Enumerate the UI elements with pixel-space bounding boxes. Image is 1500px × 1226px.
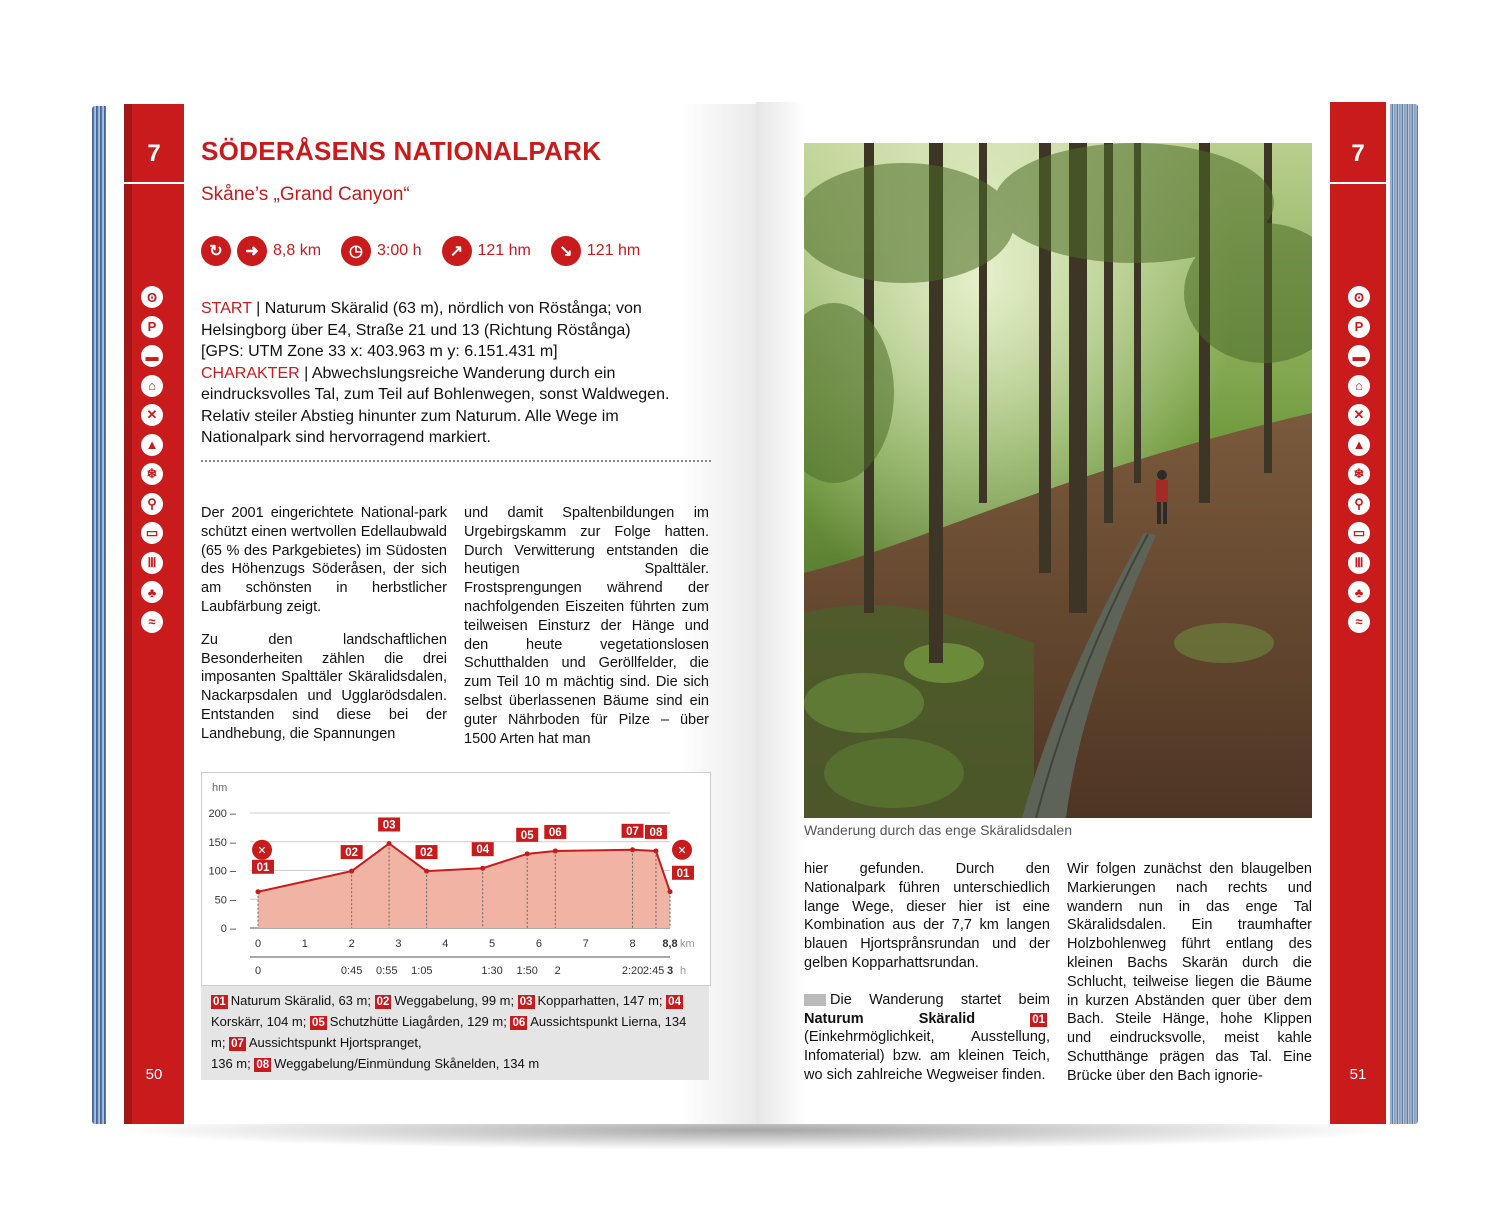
time-tick-label: 2 bbox=[554, 965, 561, 977]
waypoint-dot bbox=[256, 889, 261, 894]
y-tick-label: 0 – bbox=[220, 923, 236, 935]
paragraph: hier gefunden. Durch den Nationalpark führen unterschiedlich lange Wege, dieser hier ist eine Kombination aus der 7,7 km langen blauen Hjortsprånsrundan und der gelben Kopparhattsrundan. bbox=[804, 861, 1050, 971]
left-icon-column bbox=[141, 286, 167, 640]
waypoint-tag: 08 bbox=[256, 1059, 270, 1071]
time-tick-label: 0:55 bbox=[376, 965, 398, 977]
paragraph: Die Wanderung startet beim Naturum Skäralid 01 (Einkehrmöglichkeit, Ausstellung, Infomaterial) bzw. am kleinen Teich, wo sich zahlreiche Wegweiser finden. bbox=[804, 991, 1050, 1083]
gps-text: [GPS: UTM Zone 33 x: 403.963 m y: 6.151.431 m] bbox=[201, 343, 558, 360]
right-text-column-2 bbox=[1067, 860, 1312, 1086]
waypoint-tag: 02 bbox=[345, 847, 359, 860]
legend-item: 08 Weggabelung/Einmündung Skånelden, 134 m bbox=[256, 1056, 540, 1071]
waypoint-tag: 02 bbox=[376, 996, 390, 1008]
legend-item: 03 Kopparhatten, 147 m; bbox=[519, 993, 667, 1008]
bicycle-icon: ⚲ bbox=[141, 493, 163, 515]
camping-icon: ▲ bbox=[1348, 434, 1370, 456]
left-text-column-1 bbox=[201, 504, 447, 758]
waypoint-dot bbox=[387, 841, 392, 846]
waypoint-tag: 01 bbox=[1032, 1013, 1045, 1026]
time-axis-unit: h bbox=[680, 965, 687, 977]
start-label: START bbox=[201, 300, 252, 317]
distance-value: 8,8 km bbox=[273, 242, 322, 259]
tour-info: START | Naturum Skäralid (63 m), nördlich von Röstånga; von Helsingborg über E4, Straße 21 und 13 (Richtung Röstånga) [GPS: UTM Zone 33 x: 403.963 m y: 6.151.431 m] CHARAKTER | Abwechslungsreiche Wanderung durch ein eindrucksvolles Tal, zum Teil auf Bohlenwegen, sonst Waldwegen. Relativ steiler Abstieg hinunter zum Naturum. Alle Wege im Nationalpark sind hervorragend markiert. bbox=[201, 300, 670, 446]
legend-item: 04Korskärr, 104 m; bbox=[211, 996, 681, 1029]
x-tick-label: 7 bbox=[582, 938, 589, 950]
cablecar-icon: ⌂ bbox=[1348, 375, 1370, 397]
waypoint-tag: 03 bbox=[519, 996, 533, 1008]
tour-stats bbox=[201, 236, 654, 266]
waypoint-legend: 01 Naturum Skäralid, 63 m; 02 Weggabelung, 99 m; 03 Kopparhatten, 147 m; 04Korskärr, 104 m; 05 Schutzhütte Liagården, 129 m; 06 Aussichtspunkt Lierna, 134 m; 07 Aussichtspunkt Hjortspranget, 136 m; 08 Weggabelung/Einmündung Skånelden, 134 m bbox=[201, 986, 709, 1080]
waypoint-tag: 07 bbox=[626, 825, 639, 838]
photo-caption: Wanderung durch das enge Skäralidsdalen bbox=[804, 822, 1072, 838]
waypoint-dot bbox=[553, 848, 558, 853]
restaurant-icon: ✕ bbox=[141, 404, 163, 426]
y-tick-label: 50 – bbox=[214, 894, 236, 907]
x-tick-label: 2 bbox=[348, 938, 355, 950]
charakter-text: Abwechslungsreiche Wanderung durch ein eindrucksvolles Tal, zum Teil auf Bohlenwegen, sonst Waldwegen. Relativ steiler Abstieg hinunter zum Naturum. Alle Wege im Nationalpark sind hervorragend markiert. bbox=[201, 364, 670, 446]
elevation-chart-svg bbox=[202, 773, 710, 985]
paragraph: Wir folgen zunächst den blaugelben Markierungen nach rechts und wandern nun in das enge Tal Skäralidsdalen. Ein traumhafter Holzbohlenweg führt entlang des kleinen Bachs Skarän durch die Schlucht, teilweise liegen die Bäume in kurzen Abständen quer über dem Bach. Steile Hänge, hohe Klippen und eindrucksvolle, meist kahle Schutthänge prägen das Tal. Eine Brücke über den Bach ignorie- bbox=[1067, 861, 1312, 1084]
y-tick-label: 150 – bbox=[208, 836, 236, 849]
waypoint-dot bbox=[630, 847, 635, 852]
waypoint-tag: 04 bbox=[476, 844, 490, 857]
waypoint-tag: 01 bbox=[256, 861, 270, 874]
page-title: SÖDERÅSENS NATIONALPARK bbox=[201, 136, 602, 166]
legend-item: 01 Naturum Skäralid, 63 m; bbox=[213, 993, 375, 1008]
descent-icon: ↘ bbox=[551, 236, 581, 266]
descent-value: 121 hm bbox=[586, 242, 641, 259]
time-tick-label: 0:45 bbox=[340, 965, 363, 977]
x-axis-unit: km bbox=[680, 938, 695, 950]
restaurant-icon: ✕ bbox=[1348, 404, 1370, 426]
parking-icon: P bbox=[1348, 316, 1370, 338]
elevation-area bbox=[258, 843, 670, 928]
right-icon-column bbox=[1348, 286, 1374, 640]
waypoint-tag: 05 bbox=[520, 829, 534, 842]
clock-icon: ◷ bbox=[341, 236, 371, 266]
waypoint-tag: 06 bbox=[548, 826, 562, 839]
legend-item: 06 Aussichtspunkt Lierna, 134 m; bbox=[211, 1014, 687, 1050]
time-tick-label: 1:05 bbox=[411, 965, 433, 977]
right-text-column-1 bbox=[804, 860, 1050, 1085]
cablecar-icon: ⌂ bbox=[141, 375, 163, 397]
parking-icon: P bbox=[141, 316, 163, 338]
tree-icon: ♣ bbox=[141, 581, 163, 603]
right-chapter-number: 7 bbox=[1351, 140, 1365, 167]
waypoint-tag: 08 bbox=[649, 826, 663, 839]
bus-icon: ▬ bbox=[1348, 345, 1370, 367]
time-tick-label: 1:30 bbox=[481, 965, 503, 977]
fork-knife-glyph: ✕ bbox=[677, 843, 687, 857]
waypoint-dot bbox=[668, 889, 673, 894]
play-arrow-icon bbox=[804, 994, 826, 1006]
waypoint-dot bbox=[653, 848, 658, 853]
bear-icon: ʘ bbox=[141, 286, 163, 308]
snowflake-icon: ❄ bbox=[141, 463, 163, 485]
fork-knife-glyph: ✕ bbox=[257, 843, 267, 857]
bed-icon: ▭ bbox=[1348, 522, 1370, 544]
elevation-profile bbox=[201, 772, 711, 986]
paragraph: Der 2001 eingerichtete National-park schützt einen wertvollen Edellaubwald (65 % des Parkgebietes) im Südosten des Höhenzugs Söderåsen, der sich am schönsten in herbstlicher Laubfärbung zeigt. bbox=[201, 505, 447, 615]
waypoint-dot bbox=[349, 869, 354, 874]
loop-icon: ↻ bbox=[201, 236, 231, 266]
x-tick-label: 1 bbox=[301, 938, 308, 950]
camping-icon: ▲ bbox=[141, 434, 163, 456]
waypoint-dot bbox=[525, 851, 530, 856]
waypoint-tag: 01 bbox=[213, 996, 226, 1008]
paragraph: Zu den landschaftlichen Besonderheiten zählen die drei imposanten Spalttäler Skäralidsdalen, Nackarpsdalen und Ugglarödsdalen. Entstanden sind diese bei der Landhebung, die Spannungen bbox=[201, 631, 447, 742]
time-tick-label: 2:20 bbox=[621, 965, 644, 977]
museum-icon: Ⅲ bbox=[141, 552, 163, 574]
y-tick-label: 100 – bbox=[208, 865, 236, 878]
time-tick-label: 1:50 bbox=[516, 965, 538, 977]
y-tick-label: 200 – bbox=[208, 808, 236, 820]
left-chapter-number: 7 bbox=[147, 140, 161, 167]
left-text-column-2 bbox=[464, 504, 709, 762]
legend-item: 07 Aussichtspunkt Hjortspranget, bbox=[231, 1035, 422, 1050]
legend-item: 02 Weggabelung, 99 m; bbox=[376, 993, 518, 1008]
museum-icon: Ⅲ bbox=[1348, 552, 1370, 574]
waypoint-dot bbox=[424, 869, 429, 874]
signpost-icon: ➜ bbox=[237, 236, 267, 266]
waypoint-tag: 05 bbox=[311, 1017, 325, 1029]
x-tick-label: 8 bbox=[629, 938, 636, 950]
waypoint-tag: 02 bbox=[420, 847, 433, 860]
waypoint-tag: 01 bbox=[676, 867, 690, 880]
page-subtitle: Skåne’s „Grand Canyon“ bbox=[201, 184, 410, 205]
y-axis-label: hm bbox=[212, 782, 228, 794]
waypoint-tag: 03 bbox=[382, 819, 396, 832]
x-tick-label: 4 bbox=[442, 938, 449, 950]
left-page-number: 50 bbox=[145, 1066, 163, 1083]
book-edge-right bbox=[1388, 104, 1418, 1124]
swimming-icon: ≈ bbox=[141, 611, 163, 633]
x-tick-label: 3 bbox=[395, 938, 402, 950]
paragraph: und damit Spaltenbildungen im Urgebirgskamm zur Folge hatten. Durch Verwitterung entstanden die heutigen Spalttäler. Frostsprengungen während der nachfolgenden Eiszeiten führten zum teilweisen Einsturz der Hänge und den heute vegetationslosen Schutthalden und Geröllfelder, die zum Teil 10 m mächtig sind. Die sich selbst überlassenen Bäume sind ein guter Nährboden für Pilze – über 1500 Arten hat man bbox=[464, 505, 709, 747]
right-page-number: 51 bbox=[1349, 1066, 1367, 1083]
tree-icon: ♣ bbox=[1348, 581, 1370, 603]
x-tick-label: 5 bbox=[489, 938, 496, 950]
start-text: Naturum Skäralid (63 m), nördlich von Röstånga; von Helsingborg über E4, Straße 21 und 13 (Richtung Röstånga) bbox=[201, 300, 642, 339]
duration-value: 3:00 h bbox=[377, 242, 422, 259]
forest-photo bbox=[804, 143, 1312, 818]
start-point-name: Naturum Skäralid bbox=[804, 1010, 976, 1027]
swimming-icon: ≈ bbox=[1348, 611, 1370, 633]
waypoint-tag: 06 bbox=[512, 1017, 526, 1029]
bed-icon: ▭ bbox=[141, 522, 163, 544]
bus-icon: ▬ bbox=[141, 345, 163, 367]
waypoint-tag: 07 bbox=[231, 1038, 244, 1050]
snowflake-icon: ❄ bbox=[1348, 463, 1370, 485]
ascent-icon: ↗ bbox=[442, 236, 472, 266]
x-tick-label: 6 bbox=[535, 938, 542, 950]
time-tick-label: 0 bbox=[254, 965, 262, 977]
charakter-label: CHARAKTER bbox=[201, 364, 300, 382]
bicycle-icon: ⚲ bbox=[1348, 493, 1370, 515]
waypoint-dot bbox=[480, 866, 485, 871]
ascent-value: 121 hm bbox=[477, 242, 531, 259]
x-tick-label: 0 bbox=[254, 938, 262, 950]
time-tick-label: 2:45 bbox=[642, 965, 665, 977]
legend-item: 05 Schutzhütte Liagården, 129 m; bbox=[311, 1014, 511, 1029]
x-end-label: 8,8 bbox=[662, 938, 678, 950]
waypoint-tag: 04 bbox=[668, 996, 681, 1008]
dotted-divider bbox=[201, 460, 711, 462]
bear-icon: ʘ bbox=[1348, 286, 1370, 308]
time-tick-label: 3 bbox=[666, 965, 674, 977]
